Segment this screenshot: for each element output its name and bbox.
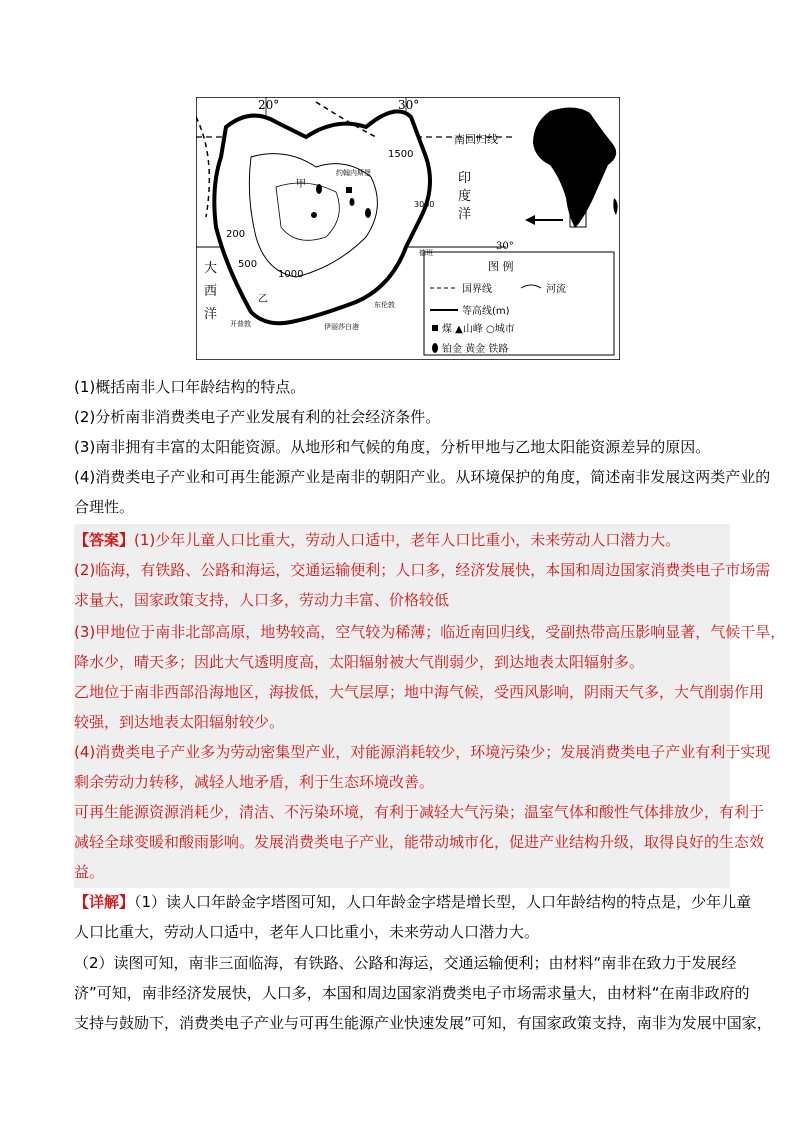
- detail-line-5: 支持与鼓励下，消费类电子产业与可再生能源产业快速发展”可知，有国家政策支持，南非为发展中国家，: [74, 1014, 772, 1032]
- legend-row4: 铂金 黄金 铁路: [442, 344, 509, 355]
- answer-line-12: 益。: [74, 863, 105, 881]
- detail-text-1: （1）读人口年龄金字塔图可知，人口年龄金字塔是增长型，人口年龄结构的特点是，少年儿童: [134, 893, 752, 911]
- detail-line-2: 人口比重大，劳动人口适中，老年人口比重小，未来劳动人口潜力大。: [74, 923, 540, 941]
- indian-ocean-char-2: 度: [458, 189, 472, 204]
- place-jia-label: 甲: [296, 179, 306, 190]
- atlantic-char-3: 洋: [204, 307, 218, 322]
- question-1: (1)概括南非人口年龄结构的特点。: [74, 378, 306, 396]
- contour-3000: 3000: [414, 200, 435, 209]
- atlantic-char-2: 西: [204, 284, 218, 299]
- indian-ocean-char-3: 洋: [458, 207, 472, 222]
- legend-river: 河流: [546, 284, 566, 295]
- legend-row3: 煤 ▲山峰 ○城市: [442, 324, 515, 335]
- city-marker: [311, 212, 317, 218]
- coal-marker: [346, 187, 352, 193]
- legend-title: 图 例: [488, 260, 514, 273]
- answer-line-7: 较强，到达地表太阳辐射较少。: [74, 713, 285, 731]
- answer-line-6: 乙地位于南非西部沿海地区，海拔低，大气层厚；地中海气候，受西风影响，阴雨天气多，大气削弱作用: [74, 683, 765, 701]
- answer-text-1: (1)少年儿童人口比重大，劳动人口适中，老年人口比重小，未来劳动人口潜力大。: [134, 531, 681, 549]
- contour-1500: 1500: [388, 149, 414, 160]
- answer-line-3: 求量大，国家政策支持，人口多，劳动力丰富、价格较低: [74, 591, 450, 609]
- indian-ocean-char-1: 印: [458, 171, 472, 186]
- legend-contour: 等高线(m): [462, 306, 510, 317]
- contour-500: 500: [238, 259, 258, 270]
- answer-line-5: 降水少，晴天多；因此大气透明度高，太阳辐射被大气削弱少，到达地表太阳辐射多。: [74, 653, 645, 671]
- city-label-5: 约翰内斯堡: [336, 169, 371, 177]
- detail-line-3: （2）读图可知，南非三面临海，有铁路、公路和海运，交通运输便利；由材料“南非在致力于发展经: [74, 954, 737, 972]
- city-label-4: 德班: [419, 249, 433, 257]
- platinum-marker: [316, 184, 322, 194]
- contour-1000: 1000: [278, 269, 304, 280]
- tropic-label: 南回归线: [454, 133, 498, 146]
- gold-marker: [365, 208, 371, 218]
- answer-line-2: (2)临海，有铁路、公路和海运，交通运输便利；人口多，经济发展快，本国和周边国家消费类电子市场需: [74, 561, 771, 579]
- question-4-cont: 合理性。: [74, 498, 135, 516]
- answer-line-8: (4)消费类电子产业多为劳动密集型产业，对能源消耗较少，环境污染少；发展消费类电子产业有利于实现: [74, 743, 771, 761]
- answer-line-4: (3)甲地位于南非北部高原，地势较高，空气较为稀薄；临近南回归线，受副热带高压影响显著，气候干旱，: [74, 623, 786, 641]
- answer-line-9: 剩余劳动力转移，减轻人地矛盾，利于生态环境改善。: [74, 773, 435, 791]
- contour-200: 200: [226, 229, 246, 240]
- lon-left-label: 20°: [258, 98, 280, 112]
- city-label-3: 东伦敦: [374, 301, 395, 309]
- detail-tag: 【详解】: [74, 893, 135, 911]
- answer-line-11: 减轻全球变暖和酸雨影响。发展消费类电子产业，能带动城市化，促进产业结构升级，取得良好的生态效: [74, 833, 765, 851]
- place-yi-label: 乙: [258, 294, 268, 305]
- question-4: (4)消费类电子产业和可再生能源产业是南非的朝阳产业。从环境保护的角度，简述南非发展这两类产业的: [74, 468, 771, 486]
- question-3: (3)南非拥有丰富的太阳能资源。从地形和气候的角度，分析甲地与乙地太阳能资源差异的原因。: [74, 438, 711, 456]
- gold-marker: [350, 198, 355, 206]
- lat-30-label: 30°: [496, 241, 514, 252]
- city-label-1: 开普敦: [230, 320, 251, 328]
- legend-border: 国界线: [462, 284, 492, 295]
- city-label-2: 伊丽莎白港: [324, 323, 359, 331]
- pointer-arrow-icon: [525, 212, 565, 228]
- atlantic-char-1: 大: [204, 261, 218, 276]
- lon-right-label: 30°: [398, 98, 420, 112]
- question-2: (2)分析南非消费类电子产业发展有利的社会经济条件。: [74, 408, 441, 426]
- detail-line-4: 济”可知，南非经济发展快，人口多，本国和周边国家消费类电子市场需求量大，由材料“在南非政府的: [74, 984, 750, 1002]
- answer-tag: 【答案】: [74, 531, 135, 549]
- detail-line-1: [74, 887, 752, 917]
- answer-line-10: 可再生能源资源消耗少，清洁、不污染环境，有利于减轻大气污染；温室气体和酸性气体排放少，有利于: [74, 803, 765, 821]
- answer-line-1: [74, 525, 734, 555]
